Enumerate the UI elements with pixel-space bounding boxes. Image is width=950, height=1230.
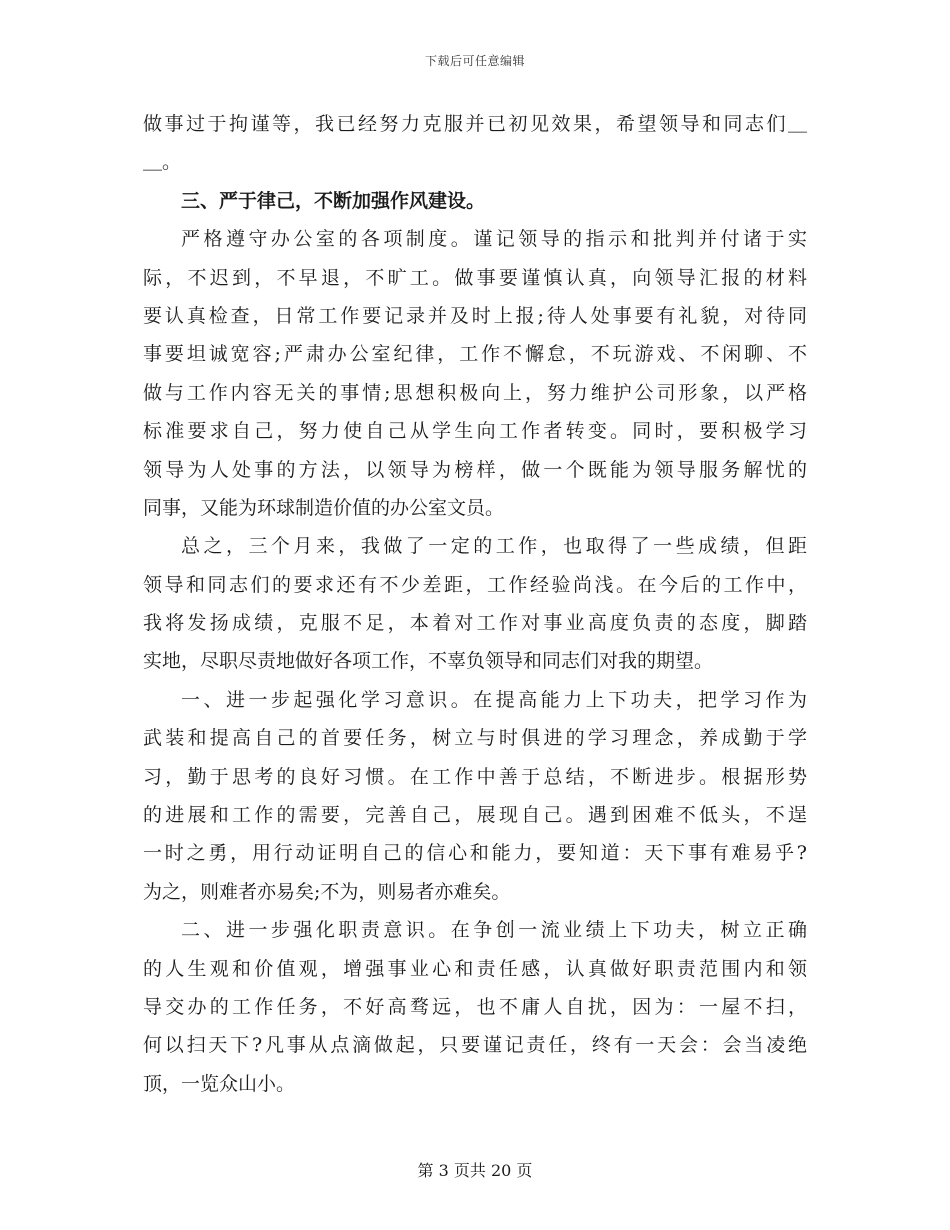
text-line: ＿。 bbox=[143, 151, 182, 174]
document-body bbox=[143, 105, 807, 1103]
text-line: 的人生观和价值观，增强事业心和责任感，认真做好职责范围内和领 bbox=[143, 957, 807, 980]
text-line: 际，不迟到，不早退，不旷工。做事要谨慎认真，向领导汇报的材料 bbox=[143, 266, 807, 289]
text-line: 一、进一步起强化学习意识。在提高能力上下功夫，把学习作为 bbox=[181, 688, 807, 711]
text-line: 的进展和工作的需要，完善自己，展现自己。遇到困难不低头，不逞 bbox=[143, 804, 807, 827]
text-line: 严格遵守办公室的各项制度。谨记领导的指示和批判并付诸于实 bbox=[181, 228, 807, 251]
text-line: 二、进一步强化职责意识。在争创一流业绩上下功夫，树立正确 bbox=[181, 919, 807, 942]
text-line: 顶，一览众山小。 bbox=[143, 1072, 296, 1095]
text-line: 一时之勇，用行动证明自己的信心和能力，要知道：天下事有难易乎? bbox=[143, 842, 807, 865]
text-line: 领导和同志们的要求还有不少差距，工作经验尚浅。在今后的工作中， bbox=[143, 573, 807, 596]
text-line: 总之，三个月来，我做了一定的工作，也取得了一些成绩，但距 bbox=[181, 535, 807, 558]
text-line: 要认真检查，日常工作要记录并及时上报;待人处事要有礼貌，对待同 bbox=[143, 304, 807, 327]
page-header: 下载后可任意编辑 bbox=[424, 54, 525, 68]
text-line: 武装和提高自己的首要任务，树立与时俱进的学习理念，养成勤于学 bbox=[143, 727, 807, 750]
text-line: 同事，又能为环球制造价值的办公室文员。 bbox=[143, 496, 505, 519]
text-line: 习，勤于思考的良好习惯。在工作中善于总结，不断进步。根据形势 bbox=[143, 765, 807, 788]
text-line: 事要坦诚宽容;严肃办公室纪律，工作不懈怠，不玩游戏、不闲聊、不 bbox=[143, 343, 807, 366]
text-line: 领导为人处事的方法，以领导为榜样，做一个既能为领导服务解忧的 bbox=[143, 458, 807, 481]
text-line: 导交办的工作任务，不好高骛远，也不庸人自扰，因为：一屋不扫， bbox=[143, 995, 807, 1018]
text-line: 做与工作内容无关的事情;思想积极向上，努力维护公司形象，以严格 bbox=[143, 381, 807, 404]
text-line: 何以扫天下?凡事从点滴做起，只要谨记责任，终有一天会：会当凌绝 bbox=[143, 1034, 807, 1057]
text-line: 实地，尽职尽责地做好各项工作，不辜负领导和同志们对我的期望。 bbox=[143, 650, 714, 673]
text-line: 做事过于拘谨等，我已经努力克服并已初见效果，希望领导和同志们＿ bbox=[143, 113, 807, 135]
text-line: 我将发扬成绩，克服不足，本着对工作对事业高度负责的态度，脚踏 bbox=[143, 612, 807, 635]
text-line: 标准要求自己，努力使自己从学生向工作者转变。同时，要积极学习 bbox=[143, 420, 807, 443]
text-line: 为之，则难者亦易矣;不为，则易者亦难矣。 bbox=[143, 880, 511, 903]
page-number: 第 3 页共 20 页 bbox=[417, 1161, 533, 1180]
section-heading: 三、严于律己，不断加强作风建设。 bbox=[181, 189, 486, 212]
